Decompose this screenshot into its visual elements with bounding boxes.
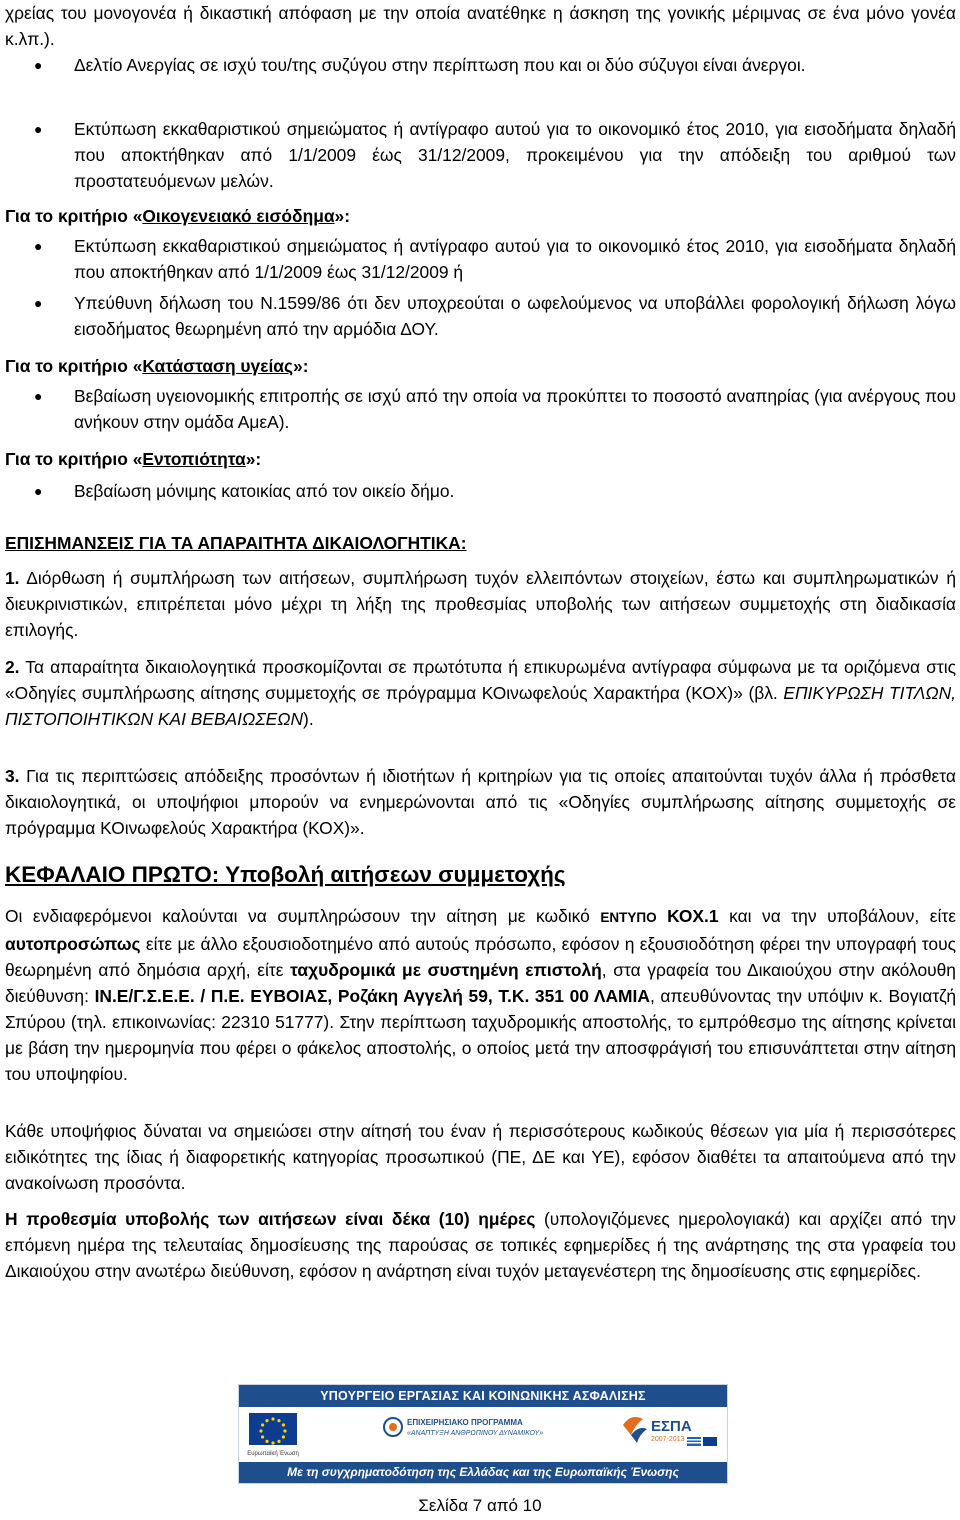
paragraph-deadline: Η προθεσμία υποβολής των αιτήσεων είναι δέκα (10) ημέρες (υπολογιζόμενες ημερολογιακά) και αρχίζει από την επόμενη ημέρα της τελευταίας δημοσίευσης της παρούσας σε τοπικές εφημερίδες ή της ανάρτησης της στα γραφεία του Δικαιούχου στην ανωτέρω διεύθυνση, εφόσον η ανάρτηση είναι τυχόν μεταγενέστερη της δημοσίευσης στις εφημερίδες. (5, 1209, 957, 1281)
eu-caption: Ευρωπαϊκή Ένωση (247, 1451, 299, 1457)
paragraph-tax-statement-income: Εκτύπωση εκκαθαριστικού σημειώματος ή αντίγραφο αυτού για το οικονομικό έτος 2010, για εισοδήματα δηλαδή που αποκτήθηκαν από 1/1/2009 έως 31/12/2009 ή (74, 236, 956, 282)
heading-health-status: Για το κριτήριο «Κατάσταση υγείας»: (5, 356, 309, 376)
bullet: ● (34, 121, 43, 137)
paragraph-unemployment-card: Δελτίο Ανεργίας σε ισχύ του/της συζύγου στην περίπτωση που και οι δύο σύζυγοι είναι άνεργοι. (74, 55, 806, 75)
note-2: 2. Τα απαραίτητα δικαιολογητικά προσκομίζονται σε πρωτότυπα ή επικυρωμένα αντίγραφα σύμφωνα με τα οριζόμενα στις «Οδηγίες συμπλήρωσης αίτησης συμμετοχής σε πρόγραμμα ΚΟινωφελούς Χαρακτήρα (ΚΟΧ)» (βλ. ΕΠΙΚΥΡΩΣΗ ΤΙΤΛΩΝ, ΠΙΣΤΟΠΟΙΗΤΙΚΩΝ ΚΑΙ ΒΕΒΑΙΩΣΕΩΝ). (5, 657, 956, 729)
bullet: ● (34, 295, 43, 311)
note-3: 3. Για τις περιπτώσεις απόδειξης προσόντων ή ιδιοτήτων ή κριτηρίων για τις οποίες απαιτούνται τυχόν άλλα ή πρόσθετα δικαιολογητικά, οι υποψήφιοι μπορούν να ενημερώνονται από τις «Οδηγίες συμπλήρωσης αίτησης συμμετοχής σε πρόγραμμα ΚΟινωφελούς Χαρακτήρα (ΚΟΧ)». (5, 766, 956, 838)
program-line-1: ΕΠΙΧΕΙΡΗΣΙΑΚΟ ΠΡΟΓΡΑΜΜΑ (407, 1418, 523, 1427)
note-1: 1. Διόρθωση ή συμπλήρωση των αιτήσεων, συμπλήρωση τυχόν ελλειπόντων στοιχείων, έστω και συμπληρωματικών ή διευκρινιστικών, επιτρέπεται μόνο μέχρι τη λήξη της προθεσμίας υποβολής των αιτήσεων συμμετοχής στη διαδικασία επιλογής. (5, 568, 957, 640)
heading-family-income: Για το κριτήριο «Οικογενειακό εισόδημα»: (5, 206, 350, 226)
bullet: ● (34, 388, 43, 404)
page-number: Σελίδα 7 από 10 (418, 1496, 542, 1515)
paragraph-solemn-declaration: Υπεύθυνη δήλωση του Ν.1599/86 ότι δεν υποχρεούται ο ωφελούμενος να υποβάλλει φορολογική δήλωση λόγω εισοδήματος θεωρημένη από την αρμόδια ΔΟΥ. (74, 293, 956, 339)
notes-heading: ΕΠΙΣΗΜΑΝΣΕΙΣ ΓΙΑ ΤΑ ΑΠΑΡΑΙΤΗΤΑ ΔΙΚΑΙΟΛΟΓΗΤΙΚΑ: (5, 533, 467, 553)
bullet: ● (34, 483, 43, 499)
heading-locality: Για το κριτήριο «Εντοπιότητα»: (5, 449, 262, 469)
espa-years: 2007-2013 (651, 1436, 685, 1443)
eu-flag-logo (243, 1411, 303, 1459)
paragraph-submission: Οι ενδιαφερόμενοι καλούνται να συμπληρώσουν την αίτηση με κωδικό ΕΝΤΥΠΟ ΚΟΧ.1 και να την υποβάλουν, είτε αυτοπροσώπως είτε με άλλο εξουσιοδοτημένο από αυτούς πρόσωπο, εφόσον η εξουσιοδότηση φέρει την υπογραφή τους θεωρημένη από δημόσια αρχή, είτε ταχυδρομικά με συστημένη επιστολή, στα γραφεία του Δικαιούχου στην ακόλουθη διεύθυνση: ΙΝ.Ε/Γ.Σ.Ε.Ε. / Π.Ε. ΕΥΒΟΙΑΣ, Ροζάκη Αγγελή 59, Τ.Κ. 351 00 ΛΑΜΙΑ, απευθύνοντας την υπόψιν κ. Βογιατζή Σπύρου (τηλ. επικοινωνίας: 22310 51777). Στην περίπτωση ταχυδρομικής αποστολής, το εμπρόθεσμο της αίτησης κρίνεται με βάση την ημερομηνία που φέρει ο φάκελος αποστολής, ο οποίος μετά την αποσφράγισή του επισυνάπτεται στην αίτηση του υποψηφίου. (5, 906, 956, 1084)
paragraph-single-parent-proof: χρείας του μονογονέα ή δικαστική απόφαση με την οποία ανατέθηκε η άσκηση της γονικής μέριμνας σε ένα μόνο γονέα κ.λπ.). (5, 3, 956, 49)
bullet: ● (34, 238, 43, 254)
cofunding-caption: Με τη συγχρηματοδότηση της Ελλάδας και της Ευρωπαϊκής Ένωσης (239, 1462, 727, 1483)
paragraph-health-committee: Βεβαίωση υγειονομικής επιτροπής σε ισχύ από την οποία να προκύπτει το ποσοστό αναπηρίας (για ανέργους που ανήκουν στην ομάδα ΑμεΑ). (74, 386, 956, 432)
espa-text: ΕΣΠΑ (651, 1418, 692, 1435)
program-logo (379, 1411, 579, 1459)
chapter-title: ΚΕΦΑΛΑΙΟ ΠΡΩΤΟ: Υποβολή αιτήσεων συμμετοχής (5, 862, 566, 887)
bullet: ● (34, 57, 43, 73)
paragraph-tax-statement: Εκτύπωση εκκαθαριστικού σημειώματος ή αντίγραφο αυτού για το οικονομικό έτος 2010, για εισοδήματα δηλαδή που αποκτήθηκαν από 1/1/2009 έως 31/12/2009, προκειμένου για την απόδειξη του αριθμού των προστατευόμενων μελών. (74, 119, 956, 191)
funding-banner (238, 1384, 728, 1484)
paragraph-position-codes: Κάθε υποψήφιος δύναται να σημειώσει στην αίτησή του έναν ή περισσότερους κωδικούς θέσεων για μία ή περισσότερες ειδικότητες της ίδιας ή διαφορετικής κατηγορίας προσωπικού (ΠΕ, ΔΕ και ΥΕ), εφόσον διαθέτει τα απαιτούμενα από την ανακοίνωση προσόντα. (5, 1121, 956, 1193)
paragraph-residence-certificate: Βεβαίωση μόνιμης κατοικίας από τον οικείο δήμο. (74, 481, 455, 501)
espa-logo (621, 1411, 721, 1459)
ministry-title: ΥΠΟΥΡΓΕΙΟ ΕΡΓΑΣΙΑΣ ΚΑΙ ΚΟΙΝΩΝΙΚΗΣ ΑΣΦΑΛΙΣΗΣ (239, 1385, 727, 1407)
program-line-2: «ΑΝΑΠΤΥΞΗ ΑΝΘΡΩΠΙΝΟΥ ΔΥΝΑΜΙΚΟΥ» (407, 1430, 544, 1437)
